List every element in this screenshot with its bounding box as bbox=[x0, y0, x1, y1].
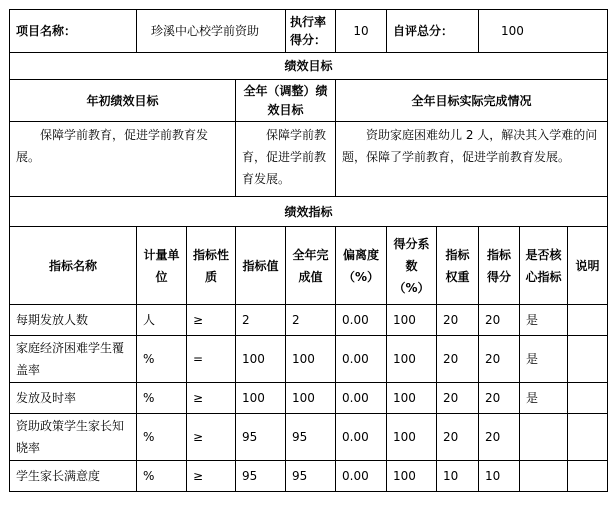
indicator-note bbox=[568, 305, 608, 336]
col-header-target: 指标值 bbox=[236, 227, 286, 305]
indicator-name: 家庭经济困难学生覆盖率 bbox=[10, 336, 137, 383]
col-header-core: 是否核心指标 bbox=[520, 227, 568, 305]
indicator-name: 资助政策学生家长知晓率 bbox=[10, 414, 137, 461]
self-score-value: 100 bbox=[479, 10, 608, 53]
indicator-target: 2 bbox=[236, 305, 286, 336]
indicator-deviation: 0.00 bbox=[336, 461, 387, 492]
indicator-completed: 95 bbox=[286, 414, 336, 461]
indicator-unit: 人 bbox=[137, 305, 187, 336]
goal-initial-header: 年初绩效目标 bbox=[10, 80, 236, 122]
indicator-unit: % bbox=[137, 336, 187, 383]
indicator-core: 是 bbox=[520, 383, 568, 414]
col-header-coefficient: 得分系数（%） bbox=[387, 227, 437, 305]
indicator-name: 发放及时率 bbox=[10, 383, 137, 414]
col-header-unit: 计量单位 bbox=[137, 227, 187, 305]
indicator-core bbox=[520, 414, 568, 461]
indicator-completed: 95 bbox=[286, 461, 336, 492]
indicator-note bbox=[568, 383, 608, 414]
indicator-completed: 2 bbox=[286, 305, 336, 336]
indicator-name: 学生家长满意度 bbox=[10, 461, 137, 492]
table-row bbox=[10, 336, 608, 383]
indicator-deviation: 0.00 bbox=[336, 336, 387, 383]
indicator-coefficient: 100 bbox=[387, 461, 437, 492]
indicator-deviation: 0.00 bbox=[336, 383, 387, 414]
exec-score-label: 执行率得分： bbox=[286, 10, 336, 53]
project-info-row bbox=[10, 10, 608, 53]
indicator-coefficient: 100 bbox=[387, 414, 437, 461]
indicator-note bbox=[568, 461, 608, 492]
indicator-nature: = bbox=[187, 336, 236, 383]
indicator-name: 每期发放人数 bbox=[10, 305, 137, 336]
col-header-score: 指标得分 bbox=[479, 227, 520, 305]
indicator-coefficient: 100 bbox=[387, 305, 437, 336]
goals-section-title: 绩效目标 bbox=[10, 53, 608, 80]
indicator-completed: 100 bbox=[286, 383, 336, 414]
indicator-weight: 20 bbox=[437, 414, 479, 461]
indicator-core bbox=[520, 461, 568, 492]
col-header-nature: 指标性质 bbox=[187, 227, 236, 305]
indicators-section-row bbox=[10, 197, 608, 227]
indicators-section-title: 绩效指标 bbox=[10, 197, 608, 227]
exec-score-value: 10 bbox=[336, 10, 387, 53]
col-header-weight: 指标权重 bbox=[437, 227, 479, 305]
indicator-deviation: 0.00 bbox=[336, 305, 387, 336]
indicator-coefficient: 100 bbox=[387, 336, 437, 383]
col-header-name: 指标名称 bbox=[10, 227, 137, 305]
col-header-deviation: 偏离度（%） bbox=[336, 227, 387, 305]
indicator-nature: ≥ bbox=[187, 414, 236, 461]
indicator-nature: ≥ bbox=[187, 461, 236, 492]
indicator-weight: 20 bbox=[437, 383, 479, 414]
indicator-note bbox=[568, 336, 608, 383]
indicator-target: 95 bbox=[236, 414, 286, 461]
goal-initial-text: 保障学前教育，促进学前教育发展。 bbox=[10, 122, 236, 197]
goals-section-row bbox=[10, 53, 608, 80]
indicator-score: 20 bbox=[479, 336, 520, 383]
indicator-weight: 20 bbox=[437, 336, 479, 383]
table-row bbox=[10, 414, 608, 461]
indicator-score: 20 bbox=[479, 383, 520, 414]
indicator-score: 20 bbox=[479, 305, 520, 336]
indicator-target: 95 bbox=[236, 461, 286, 492]
project-name-value: 珍溪中心校学前资助 bbox=[137, 10, 286, 53]
col-header-note: 说明 bbox=[568, 227, 608, 305]
project-name-label: 项目名称： bbox=[10, 10, 137, 53]
indicator-unit: % bbox=[137, 383, 187, 414]
indicator-note bbox=[568, 414, 608, 461]
indicator-target: 100 bbox=[236, 336, 286, 383]
goal-adjusted-header: 全年（调整）绩效目标 bbox=[236, 80, 336, 122]
indicators-header-row bbox=[10, 227, 608, 305]
goals-content-row bbox=[10, 122, 608, 197]
indicator-core: 是 bbox=[520, 336, 568, 383]
col-header-completed: 全年完成值 bbox=[286, 227, 336, 305]
table-row bbox=[10, 305, 608, 336]
indicator-score: 20 bbox=[479, 414, 520, 461]
table-row bbox=[10, 383, 608, 414]
indicator-completed: 100 bbox=[286, 336, 336, 383]
table-row bbox=[10, 461, 608, 492]
indicator-score: 10 bbox=[479, 461, 520, 492]
indicator-coefficient: 100 bbox=[387, 383, 437, 414]
indicator-weight: 20 bbox=[437, 305, 479, 336]
goal-actual-text: 资助家庭困难幼儿 2 人，解决其入学难的问题，保障了学前教育，促进学前教育发展。 bbox=[336, 122, 608, 197]
performance-evaluation-table bbox=[9, 9, 608, 492]
goal-actual-header: 全年目标实际完成情况 bbox=[336, 80, 608, 122]
indicator-unit: % bbox=[137, 414, 187, 461]
self-score-label: 自评总分： bbox=[387, 10, 479, 53]
indicator-target: 100 bbox=[236, 383, 286, 414]
indicator-nature: ≥ bbox=[187, 383, 236, 414]
indicator-unit: % bbox=[137, 461, 187, 492]
indicator-core: 是 bbox=[520, 305, 568, 336]
indicator-nature: ≥ bbox=[187, 305, 236, 336]
indicator-deviation: 0.00 bbox=[336, 414, 387, 461]
indicator-weight: 10 bbox=[437, 461, 479, 492]
goal-adjusted-text: 保障学前教育，促进学前教育发展。 bbox=[236, 122, 336, 197]
goals-header-row bbox=[10, 80, 608, 122]
